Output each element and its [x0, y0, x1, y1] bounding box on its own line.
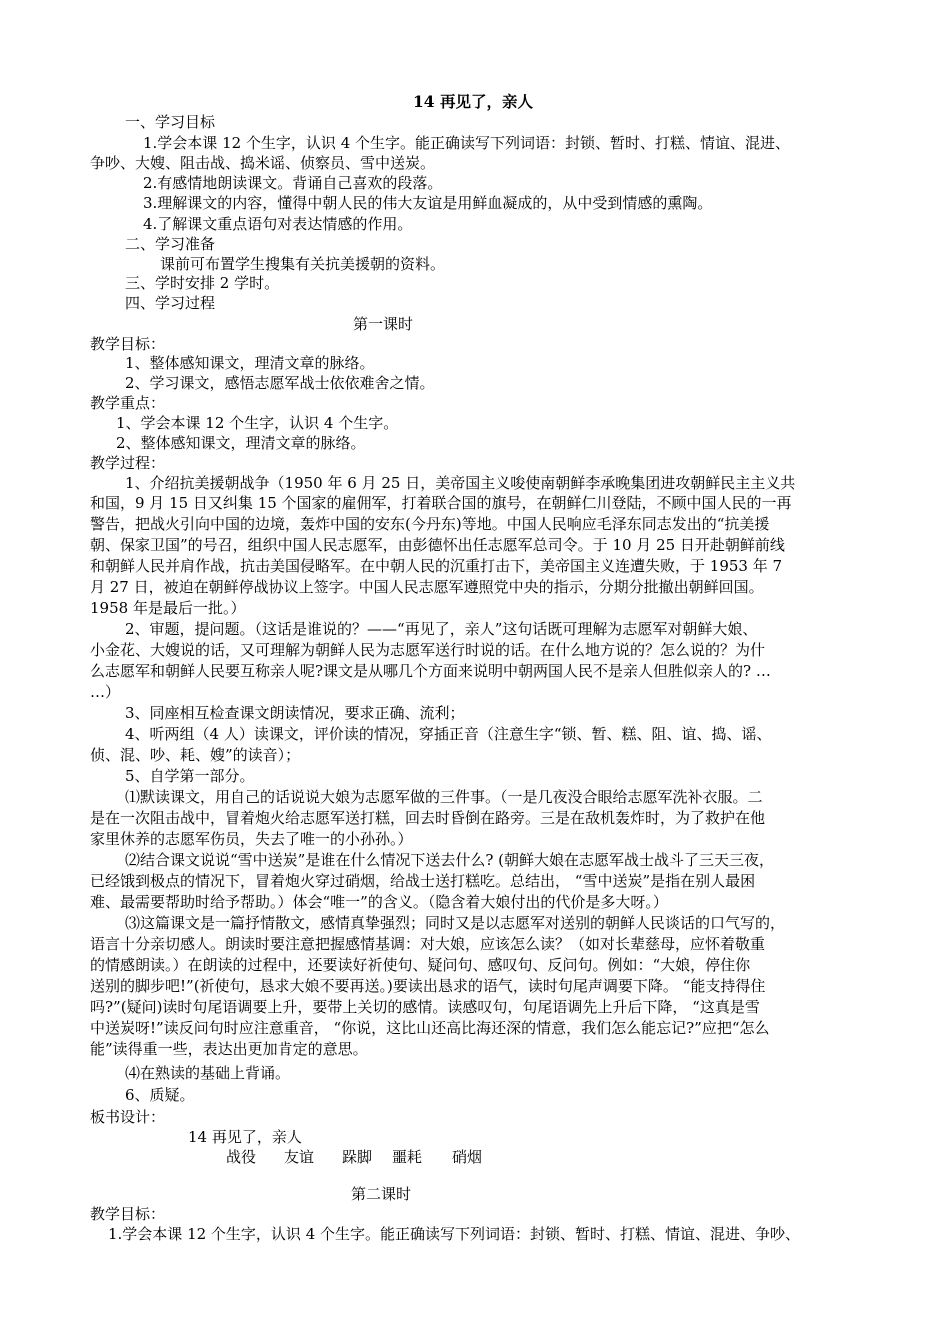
- key-point-1: 1、学会本课 12 个生字，认识 4 个生字。: [116, 414, 399, 432]
- section-heading-preparation: 二、学习准备: [125, 235, 216, 253]
- paragraph-line: ⑴默读课文，用自己的话说说大娘为志愿军做的三件事。（一是几夜没合眼给志愿军洗补衣服。二: [125, 788, 763, 806]
- objective-2: 2、学习课文，感悟志愿军战士依依难舍之情。: [125, 374, 435, 392]
- board-title: 14 再见了，亲人: [188, 1128, 302, 1146]
- board-word: 友谊: [284, 1148, 315, 1166]
- paragraph-line: 和国，9 月 15 日又纠集 15 个国家的雇佣军，打着联合国的旗号，在朝鲜仁川登陆，不顾中国人民的一再: [90, 494, 792, 512]
- paragraph-line: 和朝鲜人民并肩作战，抗击美国侵略军。在中朝人民的沉重打击下，美帝国主义连遭失败，于 1953 年 7: [90, 557, 783, 575]
- paragraph-line: 的情感朗读。）在朗读的过程中，还要读好祈使句、疑问句、感叹句、反问句。例如：“大娘，停住你: [90, 956, 751, 974]
- paragraph-line: 是在一次阻击战中，冒着炮火给志愿军送打糕，回去时昏倒在路旁。三是在敌机轰炸时，为了救护在他: [90, 809, 766, 827]
- paragraph-line: 语言十分亲切感人。朗读时要注意把握感情基调：对大娘，应该怎么读？（如对长辈慈母，应怀着敬重: [90, 935, 766, 953]
- goal-4: 4.了解课文重点语句对表达情感的作用。: [143, 215, 413, 233]
- paragraph-line: 小金花、大嫂说的话，又可理解为朝鲜人民为志愿军送行时说的话。在什么地方说的？怎么说的？为什: [90, 641, 766, 659]
- board-word: 战役: [226, 1148, 257, 1166]
- paragraph-line: 侦、混、吵、耗、嫂”的读音）；: [90, 746, 301, 764]
- paragraph-line: 么志愿军和朝鲜人民要互称亲人呢?课文是从哪几个方面来说明中朝两国人民不是亲人但胜似亲人的? …: [90, 662, 771, 680]
- objective-1: 1、整体感知课文，理清文章的脉络。: [125, 354, 375, 372]
- board-design-label: 板书设计：: [90, 1108, 166, 1126]
- preparation-text: 课前可布置学生搜集有关抗美援朝的资料。: [160, 255, 446, 273]
- process-label: 教学过程：: [90, 454, 166, 472]
- paragraph-line: 1、介绍抗美援朝战争（1950 年 6 月 25 日，美帝国主义唆使南朝鲜李承晚集团进攻朝鲜民主主义共: [125, 474, 796, 492]
- paragraph-line: 送别的脚步吧!”(祈使句，恳求大娘不要再送。)要读出恳求的语气，读时句尾声调要下降。 “能支持得住: [90, 977, 766, 995]
- paragraph-line: 中送炭呀!”读反问句时应注意重音， “你说，这比山还高比海还深的情意，我们怎么能忘记?”应把“怎么: [90, 1019, 770, 1037]
- paragraph-line: 吗?”(疑问)读时句尾语调要上升，要带上关切的感情。读感叹句，句尾语调先上升后下降， “这真是雪: [90, 998, 760, 1016]
- paragraph-line: 3、同座相互检查课文朗读情况，要求正确、流利；: [125, 704, 465, 722]
- paragraph-line: ⑶这篇课文是一篇抒情散文，感情真挚强烈；同时又是以志愿军对送别的朝鲜人民谈话的口气写的，: [125, 914, 786, 932]
- key-points-label: 教学重点：: [90, 394, 166, 412]
- lesson-2-heading: 第二课时: [351, 1185, 412, 1203]
- goal-1-line-2: 争吵、大嫂、阻击战、捣米谣、侦察员、雪中送炭。: [90, 154, 436, 172]
- section-schedule: 三、学时安排 2 学时。: [125, 274, 280, 292]
- paragraph-line: 1958 年是最后一批。）: [90, 599, 246, 617]
- paragraph-line: …）: [90, 683, 121, 701]
- paragraph-line: 月 27 日，被迫在朝鲜停战协议上签字。中国人民志愿军遵照党中央的指示，分期分批撤出朝鲜回国。: [90, 578, 764, 596]
- paragraph-line: 警告，把战火引向中国的边境，轰炸中国的安东(今丹东)等地。中国人民响应毛泽东同志发出的“抗美援: [90, 515, 770, 533]
- paragraph-line: 4、听两组（4 人）读课文，评价读的情况，穿插正音（注意生字“锁、暂、糕、阻、谊、捣、谣、: [125, 725, 772, 743]
- paragraph-line: ⑵结合课文说说“雪中送炭”是谁在什么情况下送去什么? (朝鲜大娘在志愿军战士战斗了三天三夜，: [125, 851, 775, 869]
- section-heading-process: 四、学习过程: [125, 294, 216, 312]
- paragraph-line: 5、自学第一部分。: [125, 767, 255, 785]
- document-title: 14 再见了，亲人: [413, 92, 533, 111]
- lesson-2-goal-1: 1.学会本课 12 个生字，认识 4 个生字。能正确读写下列词语：封锁、暂时、打糕、情谊、混进、争吵、: [108, 1225, 801, 1243]
- board-word: 硝烟: [452, 1148, 483, 1166]
- board-word: 噩耗: [392, 1148, 423, 1166]
- paragraph-line: 难、最需要帮助时给予帮助。）体会“唯一”的含义。（隐含着大娘付出的代价是多大呀。）: [90, 893, 668, 911]
- paragraph-line: 已经饿到极点的情况下，冒着炮火穿过硝烟，给战士送打糕吃。总结出， “雪中送炭”是指在别人最困: [90, 872, 756, 890]
- board-word: 跺脚: [342, 1148, 373, 1166]
- paragraph-line: 6、质疑。: [125, 1086, 195, 1104]
- paragraph-line: 家里休养的志愿军伤员，失去了唯一的小孙孙。）: [90, 830, 413, 848]
- objectives-label: 教学目标：: [90, 335, 166, 353]
- paragraph-line: ⑷在熟读的基础上背诵。: [125, 1064, 291, 1082]
- key-point-2: 2、整体感知课文，理清文章的脉络。: [116, 434, 366, 452]
- paragraph-line: 能”读得重一些，表达出更加肯定的意思。: [90, 1040, 368, 1058]
- goal-2: 2.有感情地朗读课文。背诵自己喜欢的段落。: [143, 174, 443, 192]
- paragraph-line: 2、审题，提问题。（这话是谁说的？——“再见了，亲人”这句话既可理解为志愿军对朝鲜大娘、: [125, 620, 758, 638]
- objectives-label-2: 教学目标：: [90, 1205, 166, 1223]
- goal-3: 3.理解课文的内容，懂得中朝人民的伟大友谊是用鲜血凝成的，从中受到情感的熏陶。: [143, 194, 713, 212]
- lesson-1-heading: 第一课时: [353, 315, 414, 333]
- goal-1-line-1: 1.学会本课 12 个生字，认识 4 个生字。能正确读写下列词语：封锁、暂时、打糕、情谊、混进、: [143, 134, 791, 152]
- paragraph-line: 朝、保家卫国”的号召，组织中国人民志愿军，由彭德怀出任志愿军总司令。于 10 月 25 日开赴朝鲜前线: [90, 536, 785, 554]
- section-heading-goals: 一、学习目标: [125, 113, 216, 131]
